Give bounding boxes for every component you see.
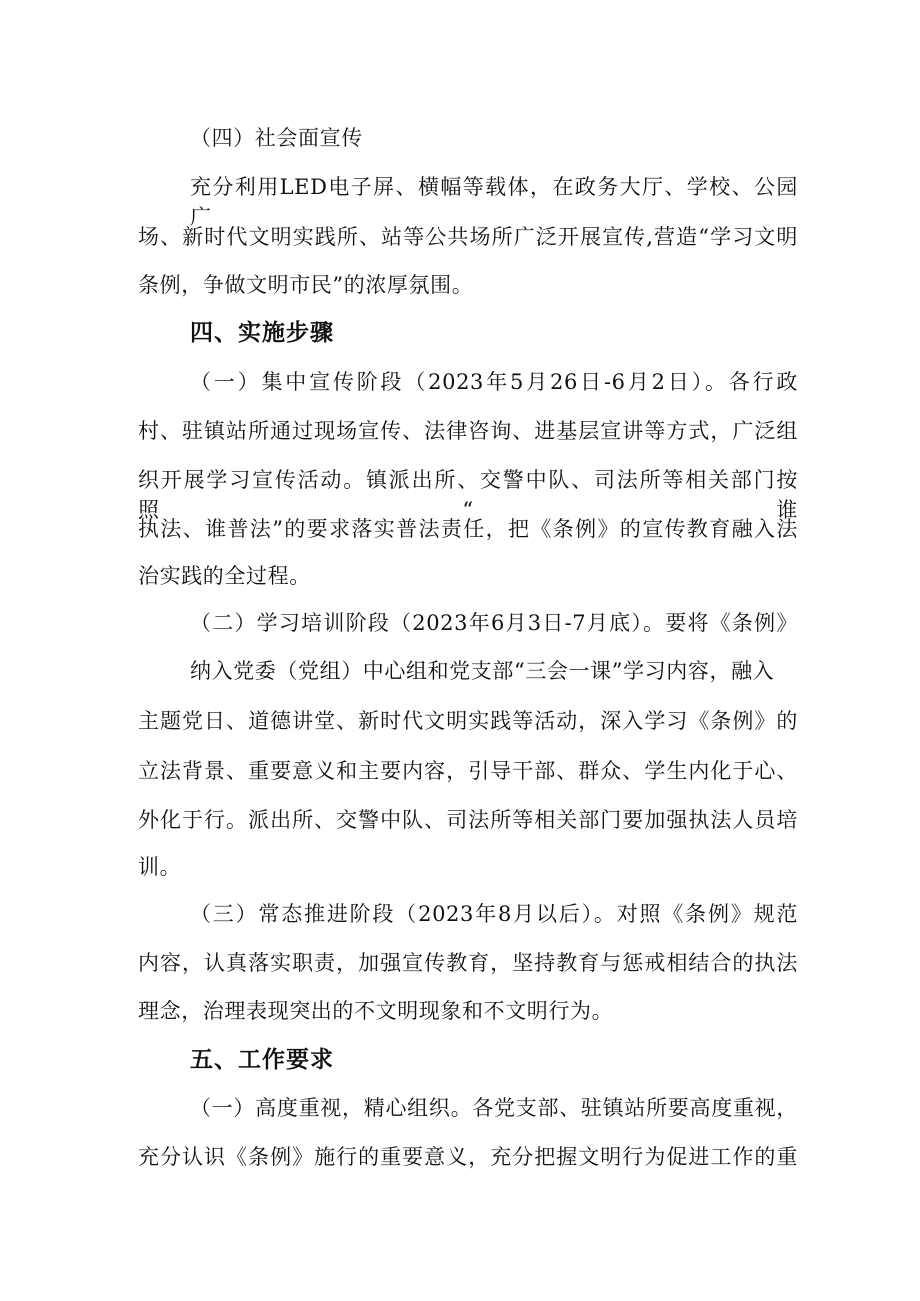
paragraph-line: 条例，争做文明市民”的浓厚氛围。 xyxy=(138,273,474,297)
paragraph-line: 立法背景、重要意义和主要内容，引导干部、群众、学生内化于心、 xyxy=(138,759,798,783)
paragraph-line: 充分认识《条例》施行的重要意义，充分把握文明行为促进工作的重 xyxy=(138,1145,798,1169)
paragraph-line: 理念，治理表现突出的不文明现象和不文明行为。 xyxy=(138,999,614,1023)
section-heading: 五、工作要求 xyxy=(190,1047,334,1073)
paragraph-line: 主题党日、道德讲堂、新时代文明实践等活动，深入学习《条例》的 xyxy=(138,709,798,733)
paragraph-line: 纳入党委（党组）中心组和党支部“三会一课”学习内容，融入 xyxy=(190,659,775,683)
paragraph-line: 执法、谁普法”的要求落实普法责任，把《条例》的宣传教育融入法 xyxy=(138,517,798,541)
paragraph-line: 村、驻镇站所通过现场宣传、法律咨询、进基层宣讲等方式，广泛组 xyxy=(138,419,798,443)
subsection-title: （四）社会面宣传 xyxy=(190,126,363,150)
paragraph-line: 外化于行。派出所、交警中队、司法所等相关部门要加强执法人员培 xyxy=(138,808,798,832)
paragraph-line: 场、新时代文明实践所、站等公共场所广泛开展宣传,营造“学习文明 xyxy=(138,225,798,249)
paragraph-line: （一）集中宣传阶段（2023年5月26日-6月2日）。各行政 xyxy=(190,370,798,394)
paragraph-line: （三）常态推进阶段（2023年8月以后）。对照《条例》规范 xyxy=(190,902,798,926)
paragraph-line: 充分利用LED电子屏、横幅等载体，在政务大厅、学校、公园广 xyxy=(190,175,798,229)
paragraph-line: （一）高度重视，精心组织。各党支部、驻镇站所要高度重视， xyxy=(190,1096,798,1120)
paragraph-line: 织开展学习宣传活动。镇派出所、交警中队、司法所等相关部门按照“谁 xyxy=(138,468,798,522)
paragraph-line: 训。 xyxy=(138,855,182,879)
paragraph-line: （二）学习培训阶段（2023年6月3日-7月底）。要将《条例》 xyxy=(190,611,798,635)
paragraph-line: 治实践的全过程。 xyxy=(138,564,311,588)
paragraph-line: 内容，认真落实职责，加强宣传教育，坚持教育与惩戒相结合的执法 xyxy=(138,951,798,975)
section-heading: 四、实施步骤 xyxy=(190,320,334,346)
